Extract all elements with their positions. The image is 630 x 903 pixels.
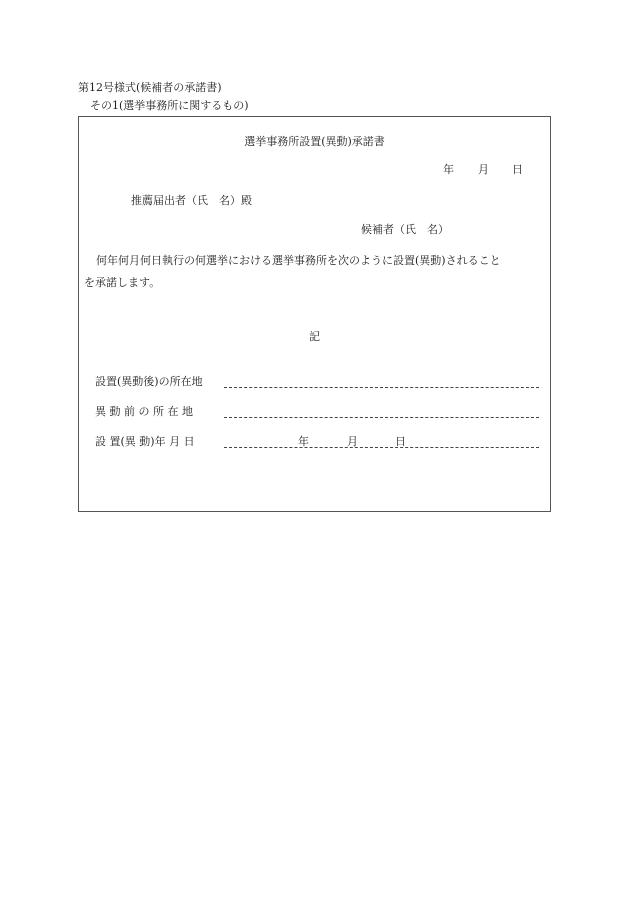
field-line-date[interactable]: [224, 447, 539, 448]
field-row-date: [79, 436, 550, 454]
field-label-date: 設 置(異 動)年 月 日: [95, 435, 195, 448]
consent-body-line2: を承諾します。: [84, 276, 161, 289]
field-date-day: 日: [395, 435, 406, 448]
document-title: 選挙事務所設置(異動)承諾書: [244, 135, 385, 148]
form-number: 第12号様式(候補者の承諾書): [78, 81, 222, 94]
date-day: 日: [512, 163, 523, 176]
field-date-month: 月: [347, 435, 358, 448]
field-date-year: 年: [298, 435, 309, 448]
field-line-prev-location[interactable]: [224, 417, 539, 418]
addressee: 推薦届出者（氏 名）殿: [131, 194, 252, 207]
field-row-new-location: [79, 376, 550, 394]
field-line-new-location[interactable]: [224, 387, 539, 388]
ki-heading: 記: [309, 330, 320, 343]
field-label-new-location: 設置(異動後)の所在地: [95, 375, 203, 388]
field-label-prev-location: 異 動 前 の 所 在 地: [95, 405, 193, 418]
form-subtitle: その1(選挙事務所に関するもの): [90, 99, 249, 112]
consent-form-box: [78, 116, 551, 512]
date-line: [79, 164, 550, 178]
date-year: 年: [443, 163, 454, 176]
consent-body-line1: 何年何月何日執行の何選挙における選挙事務所を次のように設置(異動)されること: [96, 254, 501, 267]
field-row-prev-location: [79, 406, 550, 424]
candidate-signer: 候補者（氏 名）: [361, 223, 449, 236]
date-month: 月: [478, 163, 489, 176]
